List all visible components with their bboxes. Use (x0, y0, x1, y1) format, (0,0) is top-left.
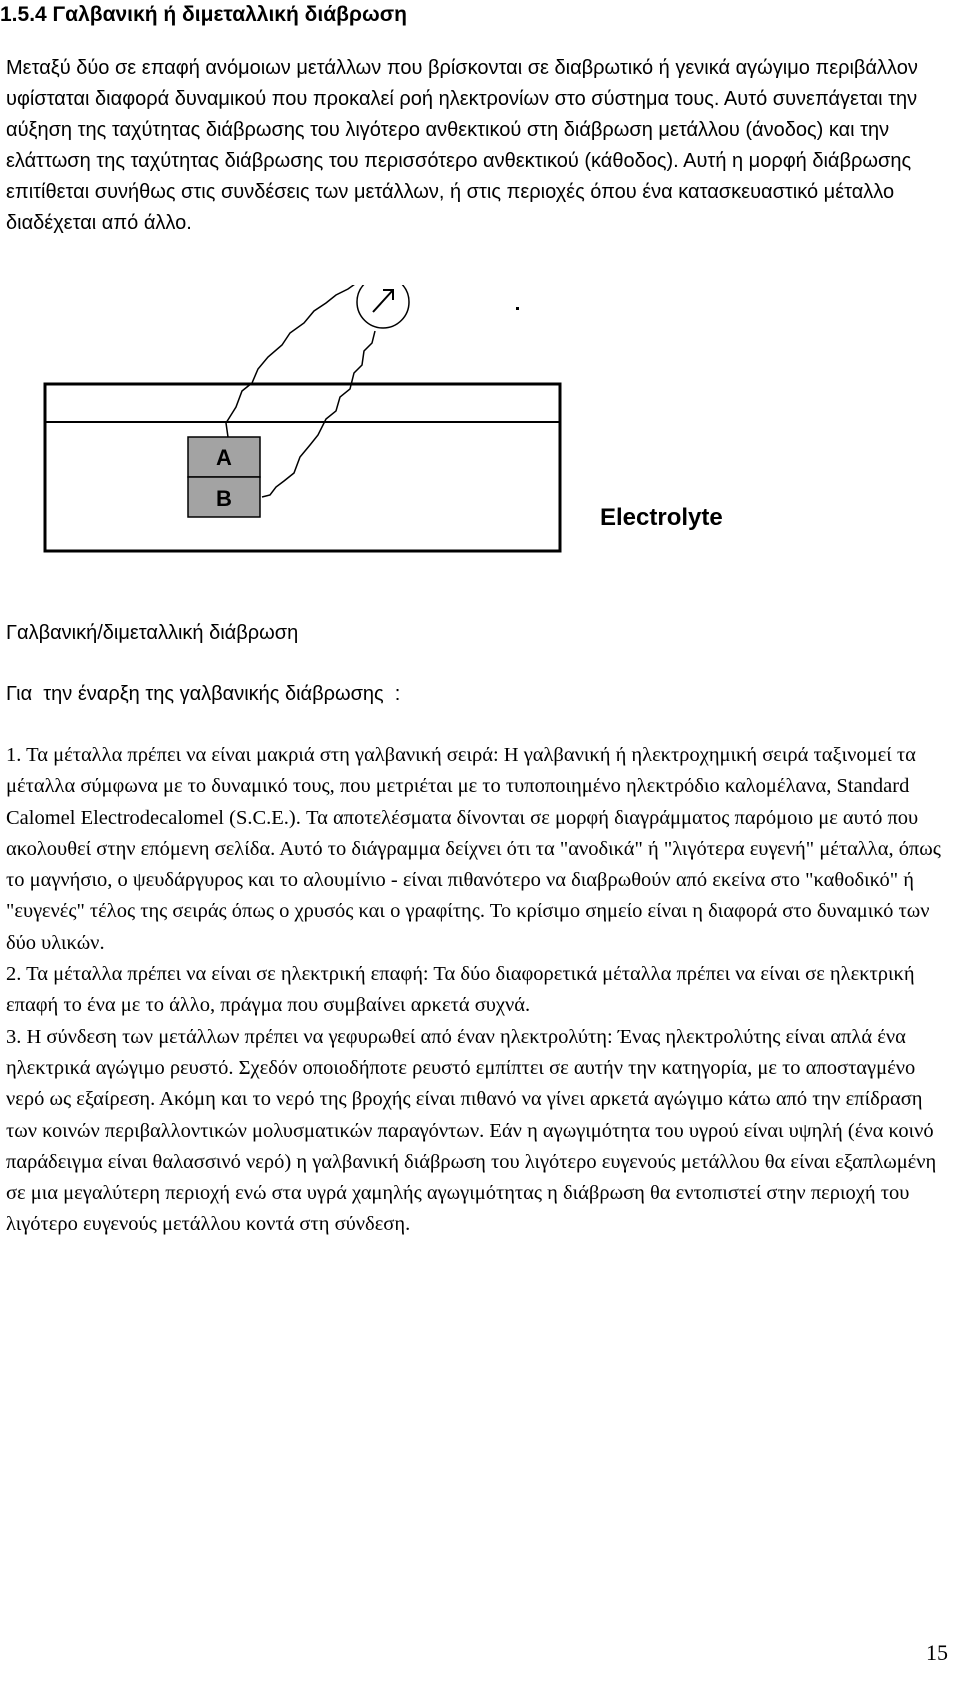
wire-right (262, 331, 375, 497)
metal-a-label: A (216, 445, 232, 470)
condition-item-2: 2. Τα μέταλλα πρέπει να είναι σε ηλεκτρική επαφή: Τα δύο διαφορετικά μέταλλα πρέπει να είναι σε ηλεκτρική επαφή το ένα με το άλλο, πράγμα που συμβαίνει αρκετά συχνά. (6, 963, 915, 1017)
condition-item-1: 1. Τα μέταλλα πρέπει να είναι μακριά στη γαλβανική σειρά: Η γαλβανική ή ηλεκτροχημική σειρά ταξινομεί τα μέταλλα σύμφωνα με το δυναμικό τους, που μετριέται με το τυποποιημένο ηλεκτρόδιο καλομέλανα, Standard Calomel Electrodecalomel (S.C.E.). Τα αποτελέσματα δίνονται σε μορφή διαγράμματος παρόμοιο με αυτό που ακολουθεί στην επόμενη σελίδα. Αυτό το διάγραμμα δείχνει ότι τα "ανοδικά" ή "λιγότερα ευγενή" μέταλλα, όπως το μαγνήσιο, ο ψευδάργυρος και το αλουμίνιο - είναι πιθανότερο να διαβρωθούν από εκείνα στο "καθοδικό" ή "ευγενές" τέλος της σειράς όπως ο χρυσός και ο γραφίτης. Το κρίσιμο σημείο είναι η διαφορά στο δυναμικό των δύο υλικών. (6, 744, 941, 954)
electrolyte-label: Electrolyte (600, 504, 723, 531)
galvanic-cell-diagram (0, 285, 760, 590)
condition-item-3: 3. Η σύνδεση των μετάλλων πρέπει να γεφυρωθεί από έναν ηλεκτρολύτη: Ένας ηλεκτρολύτης είναι απλά ένα ηλεκτρικά αγώγιμο ρευστό. Σχεδόν οποιοδήποτε ρευστό εμπίπτει σε αυτήν την κατηγορία, με το αποσταγμένο νερό ως εξαίρεση. Ακόμη και το νερό της βροχής είναι πιθανό να γίνει αρκετά αγώγιμο κάτω από την επίδραση των κοινών περιβαλλοντικών μολυσματικών παραγόντων. Εάν η αγωγιμότητα του υγρού είναι υψηλή (ένα κοινό παράδειγμα είναι θαλασσινό νερό) η γαλβανική διάβρωση του λιγότερο ευγενούς μετάλλου θα είναι εξαπλωμένη σε μια μεγαλύτερη περιοχή ενώ στα υγρά χαμηλής αγωγιμότητας η διάβρωση θα εντοπιστεί στην περιοχή του λιγότερο ευγενούς μετάλλου κοντά στη σύνδεση. (6, 1025, 937, 1236)
intro-paragraph: Μεταξύ δύο σε επαφή ανόμοιων μετάλλων που βρίσκονται σε διαβρωτικό ή γενικά αγώγιμο περιβάλλον υφίσταται διαφορά δυναμικού που προκαλεί ροή ηλεκτρονίων στο σύστημα τους. Αυτό συνεπάγεται την αύξηση της ταχύτητας διάβρωσης του λιγότερο ανθεκτικού στη διάβρωση μετάλλου (άνοδος) και την ελάττωση της ταχύτητας διάβρωσης του περισσότερο ανθεκτικού (κάθοδος). Αυτή η μορφή διάβρωσης επιτίθεται συνήθως στις συνδέσεις των μετάλλων, ή στις περιοχές όπου ένα κατασκευαστικό μέταλλο διαδέχεται από άλλο. (6, 57, 918, 234)
electrolyte-tank (45, 384, 560, 551)
prerequisites-intro: Για την έναρξη της γαλβανικής διάβρωσης : (6, 683, 401, 705)
conditions-list (0, 740, 960, 1241)
figure-caption: Γαλβανική/διμεταλλική διάβρωση (6, 622, 299, 644)
stray-dot (516, 307, 519, 310)
section-heading: 1.5.4 Γαλβανική ή διμεταλλική διάβρωση (0, 3, 407, 26)
metal-b-label: B (216, 486, 232, 511)
page-number: 15 (926, 1640, 948, 1665)
voltmeter (357, 285, 409, 328)
wire-left (226, 285, 355, 437)
